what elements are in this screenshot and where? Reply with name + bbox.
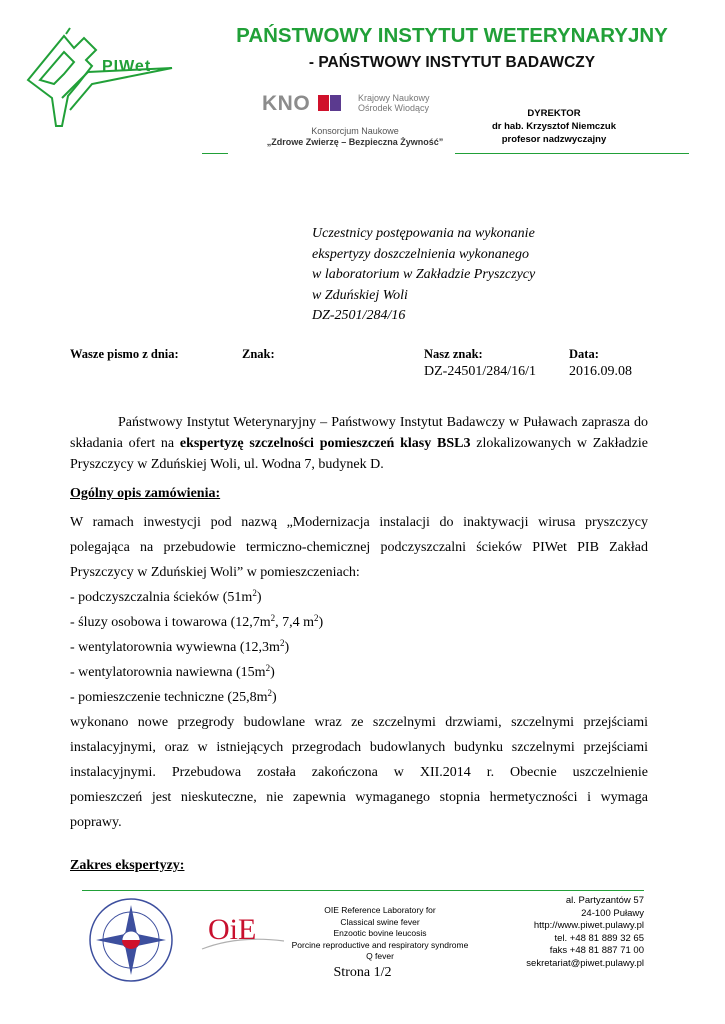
header-divider-right (455, 153, 689, 154)
website-link[interactable]: http://www.piwet.pulawy.pl (533, 920, 644, 931)
general-description: W ramach inwestycji pod nazwą „Modernizacja instalacji do inaktywacji wirusa pryszczycy polegająca na przebudowie termiczno-chemicznej podczyszczalni ścieków PIWet PIB Zakład Pryszczycy w Zduńskiej Woli” w pomieszczeniach: - podczyszczalnia ścieków $(51m^2)$ - śluzy osobowa i towarowa ($12,7m^2$, 7,4 $m^2$) - wentylatorownia wywiewna $(12,3m^2)$ - wentylatorownia nawiewna $(15m^2)$ - pomieszczenie techniczne $(25,8m^2)$ wykonano nowe przegrody budowlane wraz ze szczelnymi drzwiami, szczelnymi przejściami instalacyjnymi, oraz w istniejących przegrodach budowlanych budynku szczelnymi przejściami instalacyjnymi. Przebudowa została zakończona w XII.2014 r. Obecnie uszczelnienie pomieszczeń jest nieskuteczne, nie zapewnia wymaganego stopnia hermetyczności i wymaga poprawy. (70, 515, 648, 830)
page-number: Strona 1/2 (333, 965, 392, 980)
institute-title: PAŃSTWOWY INSTYTUT WETERYNARYJNY (236, 24, 668, 47)
director-block (440, 107, 668, 146)
logo-text: PIWet (102, 58, 152, 75)
email-link[interactable]: sekretariat@piwet.pulawy.pl (526, 957, 644, 969)
your-letter-label: Wasze pismo z dnia: (70, 347, 179, 361)
sign-label: Znak: (242, 347, 275, 361)
our-sign-label: Nasz znak: (424, 347, 483, 361)
kno-mark-icon (318, 93, 344, 113)
institute-subtitle: - PAŃSTWOWY INSTYTUT BADAWCZY (308, 54, 596, 71)
institute-address: al. Partyzantów 57 24-100 Puławy http://www.piwet.pulawy.pl tel. +48 81 889 32 65 faks +48 81 887 71 00 sekretariat@piwet.pulawy.pl (476, 895, 644, 970)
piwet-logo (22, 26, 182, 130)
oie-logo (198, 905, 288, 953)
konsorcjum-block (260, 126, 450, 148)
konsorcjum-motto: „Zdrowe Zwierzę – Bezpieczna Żywność” (266, 137, 444, 147)
intro-paragraph: Państwowy Instytut Weterynaryjny – Państwowy Instytut Badawczy w Puławach zaprasza do składania ofert na ekspertyzę szczelności pomieszczeń klasy BSL3 zlokalizowanych w Zakładzie Pryszczycy w Zduńskiej Woli, ul. Wodna 7, budynek D. (70, 415, 648, 472)
director-name: dr hab. Krzysztof Niemczuk (491, 121, 617, 132)
director-role: profesor nadzwyczajny (501, 134, 607, 145)
scope-heading: Zakres ekspertyzy: (70, 858, 185, 873)
konsorcjum-label: Konsorcjum Naukowe (311, 126, 399, 136)
oie-reference-text: OIE Reference Laboratory for Classical swine fever Enzootic bovine leucosis Porcine reproductive and respiratory syndrome Q fever (291, 905, 469, 961)
list-item: - pomieszczenie techniczne $(25,8m^2)$ (70, 688, 277, 705)
general-heading: Ogólny opis zamówienia: (70, 486, 221, 501)
kno-logo: KNO (262, 92, 311, 115)
kno-subtitle: Krajowy Naukowy Ośrodek Wiodący (358, 93, 430, 113)
list-item: - śluzy osobowa i towarowa ($12,7m^2$, 7,4 $m^2$) (70, 613, 324, 630)
footer-divider (82, 890, 644, 891)
our-sign-value: DZ-24501/284/16/1 (424, 364, 536, 379)
list-item: - wentylatorownia nawiewna $(15m^2)$ (70, 663, 275, 680)
intro-bold: ekspertyzę szczelności pomieszczeń klasy BSL3 (179, 436, 471, 451)
header-divider-left (202, 153, 228, 154)
director-title: DYREKTOR (527, 108, 581, 119)
list-item: - podczyszczalnia ścieków $(51m^2)$ (70, 588, 262, 605)
oie-logo-text: OiE (208, 913, 257, 946)
list-item: - wentylatorownia wywiewna $(12,3m^2)$ (70, 638, 290, 655)
piwet-emblem-icon (22, 26, 182, 130)
research-institute-seal-icon (88, 897, 174, 983)
date-value: 2016.09.08 (569, 364, 632, 379)
addressee-block: Uczestnicy postępowania na wykonanie ekspertyzy doszczelnienia wykonanego w laboratorium w Zakładzie Pryszczycy w Zduńskiej Woli DZ-2501/284/16 (312, 226, 536, 323)
date-label: Data: (569, 347, 599, 361)
